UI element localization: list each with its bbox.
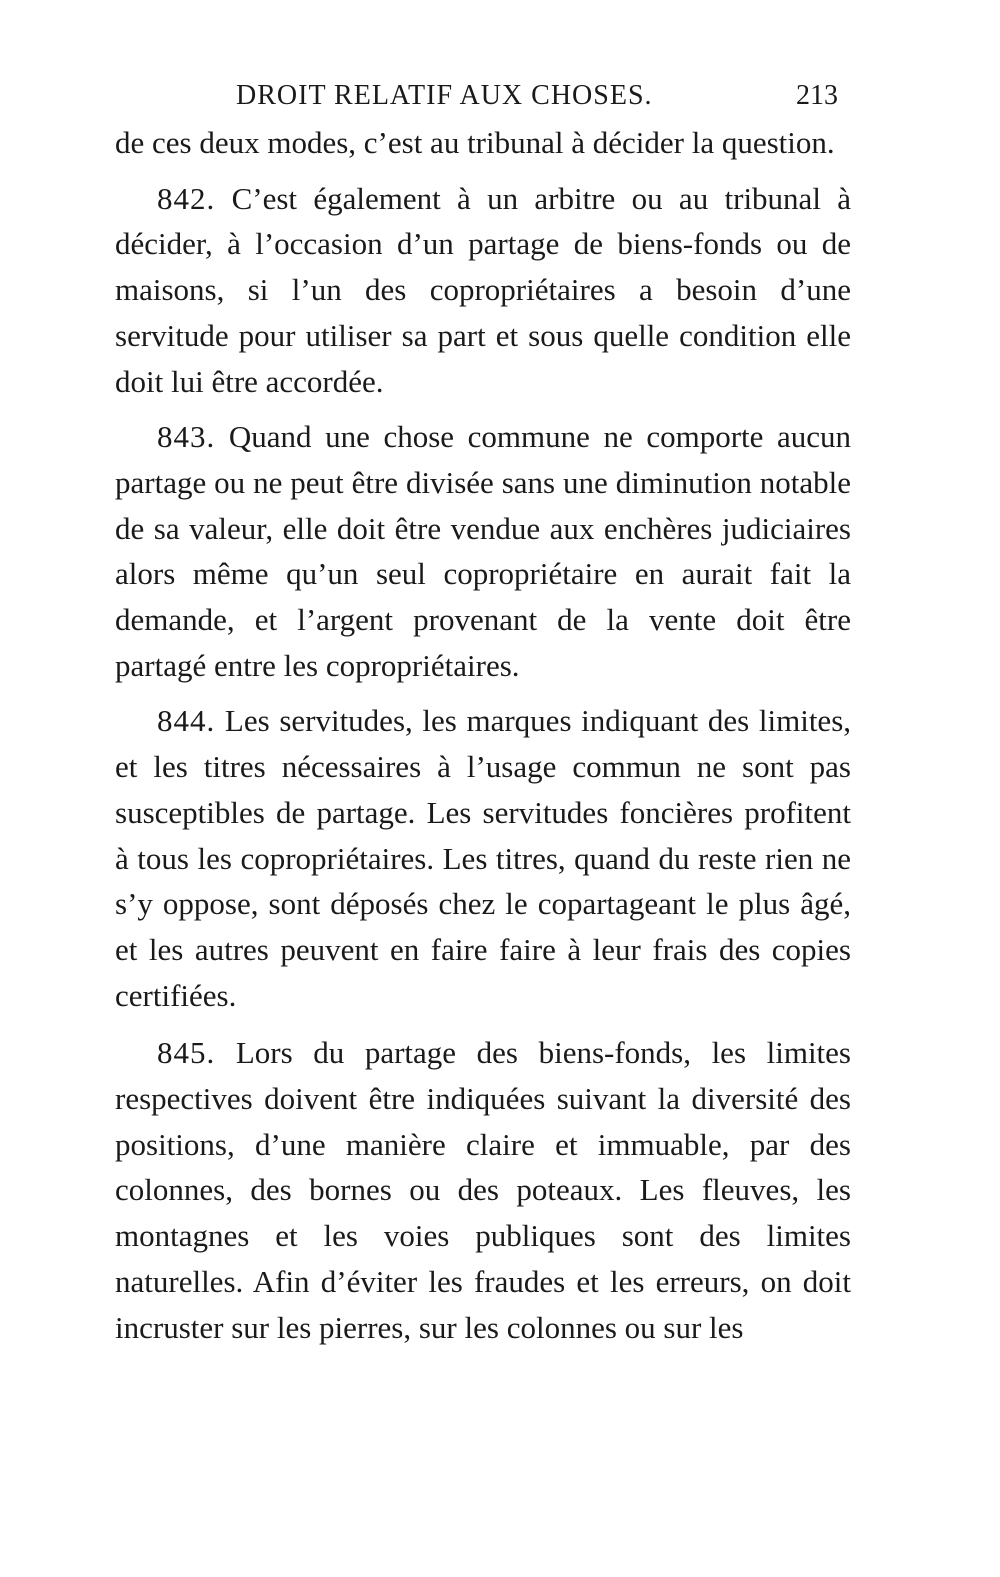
paragraph-text: C’est également à un arbitre ou au tribunal à décider, à l’occasion d’un partage de biens-fonds ou de maisons, si l’un des copropriétaires a besoin d’une servitude pour utiliser sa part et sous quelle condition elle doit lui être accordée. [115,180,852,399]
page-number: 213 [796,80,838,111]
paragraph-text: Les servitudes, les marques indiquant des limites, et les titres nécessaires à l’usage commun ne sont pas susceptibles de partage. Les servitudes foncières profitent à tous les copropriétaires. Les titres, quand du reste rien ne s’y oppose, sont déposés chez le copartageant le plus âgé, et les autres peuvent en faire faire à leur frais des copies certifiées. [115,703,852,1013]
paragraph-continuation [115,120,851,166]
running-head [0,76,1000,116]
paragraph-text: de ces deux modes, c’est au tribunal à décider la question. [115,125,835,160]
article-number: 843. [157,419,216,455]
article-843 [115,414,851,688]
running-title: DROIT RELATIF AUX CHOSES. [236,80,653,111]
article-844 [115,698,851,1018]
article-number: 842. [157,180,216,216]
article-number: 844. [157,703,216,739]
paragraph-text: Lors du partage des biens-fonds, les limites respectives doivent être indiquées suivant la diversité des positions, d’une manière claire et immuable, par des colonnes, des bornes ou des poteaux. Les fleuves, les montagnes et les voies publiques sont des limites naturelles. Afin d’éviter les fraudes et les erreurs, on doit incruster sur les pierres, sur les colonnes ou sur les [115,1035,851,1345]
paragraph-text: Quand une chose commune ne comporte aucun partage ou ne peut être divisée sans une diminution notable de sa valeur, elle doit être vendue aux enchères judiciaires alors même qu’un seul copropriétaire en aurait fait la demande, et l’argent provenant de la vente doit être partagé entre les copropriétaires. [115,419,852,683]
article-842 [115,176,851,405]
article-number: 845. [157,1035,216,1071]
article-845 [115,1030,851,1350]
body-text [115,120,851,1350]
